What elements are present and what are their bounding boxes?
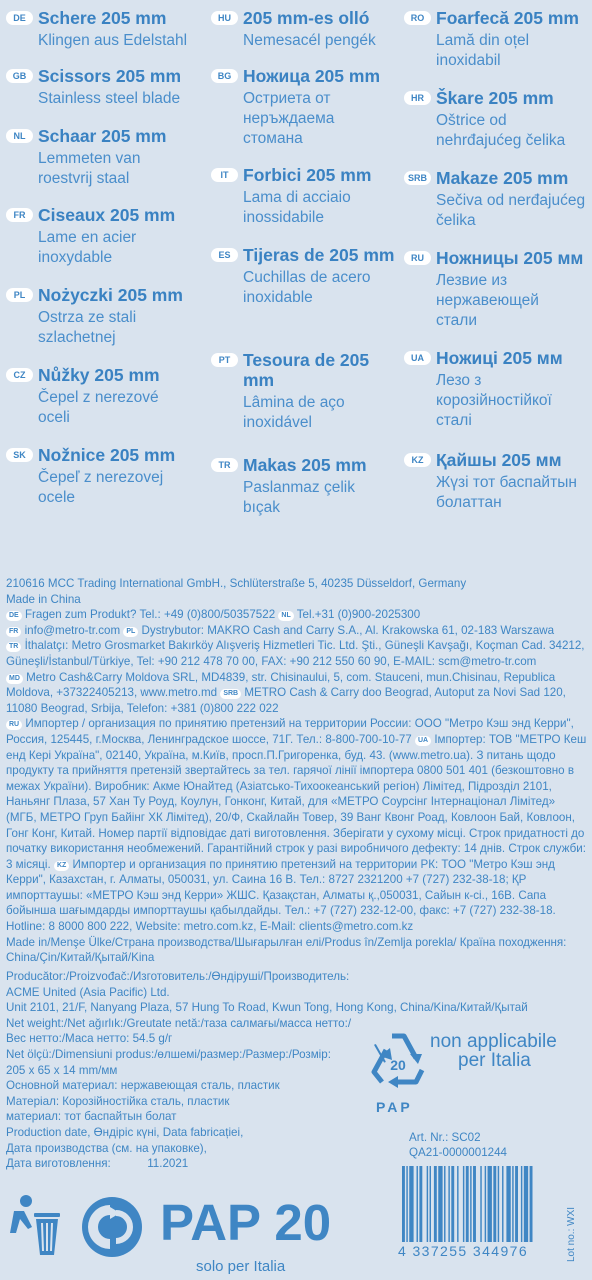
- description-line: корозійностійкої: [436, 392, 552, 409]
- description-line: Остриета от: [243, 90, 331, 107]
- language-badge: GB: [6, 69, 33, 83]
- net-weight-label: Net weight:/Net ağırlık:/Greutate netă:/таза салмағы/масса нетто:/: [6, 1016, 352, 1030]
- language-badge: BG: [211, 69, 238, 83]
- product-description: [243, 188, 399, 228]
- description-line: нержавеющей: [436, 292, 539, 309]
- language-entry-cz: [6, 365, 194, 428]
- np-line-2: per Italia: [458, 1050, 531, 1071]
- green-dot-icon: [80, 1195, 144, 1259]
- barcode-bar: [438, 1166, 442, 1242]
- language-entry-srb: [404, 168, 590, 231]
- barcode-bar: [451, 1166, 454, 1242]
- product-description: [38, 149, 194, 189]
- product-description: [436, 473, 590, 513]
- barcode: [400, 1166, 570, 1242]
- material-line-1: Основной материал: нержавеющая сталь, пластик: [6, 1079, 280, 1093]
- prod-date-line-2: Дата производства (см. на упаковке),: [6, 1141, 207, 1155]
- description-line: стомана: [243, 130, 303, 147]
- barcode-bar: [402, 1166, 405, 1242]
- fine-line-9: Made in/Menşe Ülke/Страна производства/Шығарылған елі/Produs în/Zemlja porekla/ Країна походження: China/Çin/Китай/Қытай/Kina: [6, 935, 567, 965]
- solo-per-italia: solo per Italia: [196, 1258, 286, 1275]
- barcode-bar: [448, 1166, 449, 1242]
- language-badge: FR: [6, 208, 33, 222]
- description-line: inoxidable: [243, 289, 313, 306]
- barcode-digits: 4 337255 344976: [398, 1243, 528, 1259]
- barcode-bar: [488, 1166, 492, 1242]
- language-badge: HU: [211, 11, 238, 25]
- product-title: Tijeras de 205 mm: [243, 245, 395, 265]
- barcode-bar: [480, 1166, 481, 1242]
- product-title: Makaze 205 mm: [436, 168, 569, 188]
- fine-line-6: [6, 670, 588, 717]
- language-badge: TR: [211, 458, 238, 472]
- barcode-bar: [444, 1166, 445, 1242]
- language-entry-nl: [6, 126, 194, 189]
- barcode-bar: [498, 1166, 499, 1242]
- product-description: [38, 228, 194, 268]
- language-badge: PT: [211, 353, 238, 367]
- barcode-bar: [473, 1166, 476, 1242]
- product-title: Forbici 205 mm: [243, 165, 372, 185]
- pap-20-label: PAP 20: [160, 1194, 332, 1251]
- fine-line-2: Made in China: [6, 592, 81, 606]
- prod-date-value: 11.2021: [147, 1157, 189, 1171]
- de-contact: Fragen zum Produkt? Tel.: +49 (0)800/50357522: [24, 608, 276, 622]
- product-description: [243, 478, 399, 518]
- language-column-a: [0, 0, 205, 520]
- language-entry-ua: [404, 348, 590, 431]
- product-description: [243, 393, 399, 433]
- barcode-bar: [530, 1166, 533, 1242]
- product-description: [38, 31, 194, 51]
- description-line: szlachetnej: [38, 329, 116, 346]
- description-line: сталі: [436, 412, 472, 429]
- description-line: Paslanmaz çelik: [243, 479, 355, 496]
- srb-contact: METRO Cash & Carry doo Beograd, Autoput za Novi Sad 120, 11080 Beograd, Srbija, Telefon: +381 (0)800 222 022: [6, 686, 566, 715]
- fine-line-3: [6, 607, 588, 623]
- barcode-bar: [524, 1166, 528, 1242]
- language-badge: UA: [404, 351, 431, 365]
- kz-contact: Импортер и организация по принятию претензий на территории РК: ТОО "Метро Кэш энд Керри", Казахстан, г. Алматы, 050031, ул. Саина 16 В. Тел.: 8727 2321200 +7 (727) 232-38-18; ҚР импорттаушы: «МЕТРО Кэш энд Керри» ЖШС. Қазақстан, Алматы қ.,050031, Сайын к-сі., 16В. Сапа бойынша шағымдарды импорттаушы қабылдайды. Тел.: +7 (727) 232-12-00, факс: +7 (727) 232-38-18. Hotline: 8 8000 800 222, Website: metro.com.kz, E-Mail: clients@metro.com.kz: [6, 857, 556, 934]
- dims-label: Net ölçü:/Dimensiuni produs:/өлшемі/размер:/Размер:/Розмір:: [6, 1047, 331, 1061]
- md-contact: Metro Cash&Carry Moldova SRL, MD4839, str. Chisinaului, 5, com. Stauceni, mun.Chisinau, Republica Moldova, +37322405213, www.metro.md: [6, 670, 556, 700]
- description-line: inoxidável: [243, 414, 312, 431]
- fine-line-5: [6, 638, 588, 669]
- language-entry-gb: [6, 66, 194, 109]
- prod-date-line-1: Production date, Өндіріс күні, Data fabricației,: [6, 1125, 244, 1139]
- description-line: bıçak: [243, 499, 281, 516]
- barcode-bar: [409, 1166, 413, 1242]
- language-entry-de: [6, 8, 194, 51]
- barcode-bar: [502, 1166, 503, 1242]
- barcode-bar: [434, 1166, 437, 1242]
- description-line: Лезвие из: [436, 272, 508, 289]
- description-line: Lame en acier: [38, 229, 137, 246]
- language-badge: RO: [404, 11, 431, 25]
- description-line: Oštrice od: [436, 112, 507, 129]
- barcode-bar: [521, 1166, 522, 1242]
- country-badge-srb: SRB: [220, 689, 241, 699]
- description-line: болаттан: [436, 494, 502, 511]
- barcode-bar: [470, 1166, 471, 1242]
- prod-date-label: Дата виготовлення:: [6, 1157, 111, 1171]
- country-badge-ru: RU: [6, 720, 22, 730]
- description-line: Stainless steel blade: [38, 90, 181, 107]
- product-title: Škare 205 mm: [436, 88, 554, 108]
- product-description: [38, 388, 194, 428]
- country-badge-md: MD: [6, 674, 23, 684]
- language-entry-it: [211, 165, 399, 228]
- product-title: Nožnice 205 mm: [38, 445, 176, 465]
- language-entry-fr: [6, 205, 194, 268]
- net-weight-value: Вес нетто:/Маса нетто: 54.5 g/г: [6, 1032, 173, 1046]
- language-badge: NL: [6, 129, 33, 143]
- product-title: 205 mm-es olló: [243, 8, 370, 28]
- product-title: Ciseaux 205 mm: [38, 205, 176, 225]
- barcode-bar: [417, 1166, 418, 1242]
- barcode-bar: [512, 1166, 513, 1242]
- barcode-bar: [406, 1166, 407, 1242]
- lot-number: Lot no.: WXI: [566, 1206, 577, 1262]
- barcode-bar: [430, 1166, 431, 1242]
- country-badge-de: DE: [6, 611, 22, 621]
- language-entry-pl: [6, 285, 194, 348]
- country-badge-tr: TR: [6, 642, 21, 652]
- tr-contact: İthalatçı: Metro Grosmarket Bakırköy Alışveriş Hizmetleri Tic. Ltd. Şti., Güneşli Kavşağı, Koçman Cad. 34212, Güneşli/İstanbul/Türkiye, Tel: +90 212 478 70 00, FAX: +90 212 550 60 90, E-MAIL: scm@metro-tr.com: [6, 639, 585, 668]
- fine-line-7: [6, 716, 588, 934]
- language-entry-hu: [211, 8, 399, 51]
- product-description: [436, 111, 590, 151]
- language-badge: IT: [211, 168, 238, 182]
- product-description: [38, 308, 194, 348]
- description-line: Cuchillas de acero: [243, 269, 371, 286]
- product-title: Nożyczki 205 mm: [38, 285, 183, 305]
- product-description: [38, 89, 194, 109]
- description-line: inoxidabil: [436, 52, 501, 69]
- pap-label: PAP: [376, 1099, 413, 1115]
- product-description: [436, 31, 590, 71]
- language-entry-ru: [404, 248, 590, 331]
- language-badge: RU: [404, 251, 431, 265]
- description-line: nehrđajućeg čelika: [436, 132, 566, 149]
- description-line: Lâmina de aço: [243, 394, 345, 411]
- recycle-number: 20: [390, 1057, 406, 1073]
- language-badge: SK: [6, 448, 33, 462]
- description-line: Sečiva od nerđajućeg: [436, 192, 586, 209]
- barcode-bar: [457, 1166, 458, 1242]
- ru-contact: Импортер / организация по принятию претензий на территории России: ООО "Метро Кэш энд Керри", Россия, 125445, г.Москва, Ленинградское шоссе, 71Г. Тел.: 8-800-700-10-77: [6, 717, 574, 746]
- description-line: ocele: [38, 489, 76, 506]
- barcode-bar: [463, 1166, 464, 1242]
- description-line: Klingen aus Edelstahl: [38, 32, 188, 49]
- barcode-bar: [427, 1166, 428, 1242]
- ua-contact: Імпортер: ТОВ "МЕТРО Кеш енд Кері Україна", 02140, Україна, м.Київ, просп.П.Григоренка, буд. 43. (www.metro.ua). З питань щодо продукту та прийняття претензій звертайтесь за тел. гарячої лінії імпортера 0800 501 401 (безкоштовно в межах України). Виробник: Акме Юнайтед (Азіатсько-Тихоокеанський регіон) Лімітед, Підрозділ 2101, Наньянг Плаза, 57 Хан Ту Роуд, Коулун, Гонконг, Китай, для «МЕТРО Соурсінг Інтернаціонал Лімітед» (МГБ, МЕТРО Груп Байінг ХК Лімітед), 20/Ф, Скайлайн Товер, 39 Ванг Квонг Роад, Ковлоон Бай, Ковлоон, Гонг Конг, Китай. Номер партії відповідає даті виготовлення. Зберігати у сухому місці. Строк придатності до початку використання необмежений. Гарантійний строк у разі виробничого дефекту: 14 днів. Строк служби: 3 місяці.: [6, 732, 587, 871]
- product-description: [243, 31, 399, 51]
- barcode-bar: [493, 1166, 496, 1242]
- language-entry-sk: [6, 445, 194, 508]
- product-description: [243, 268, 399, 308]
- language-column-c: [398, 0, 592, 520]
- product-description: [436, 371, 590, 431]
- producer-name: ACME United (Asia Pacific) Ltd.: [6, 985, 170, 999]
- language-entry-bg: [211, 66, 399, 149]
- pap-recycle-icon: [366, 1030, 430, 1094]
- description-line: Жүзі тот баспайтын: [436, 474, 577, 491]
- recycling-bin-icon: [6, 1193, 64, 1261]
- language-entry-kz: [404, 450, 590, 513]
- product-title: Қайшы 205 мм: [436, 450, 562, 470]
- country-badge-fr: FR: [6, 627, 21, 637]
- product-title: Foarfecă 205 mm: [436, 8, 579, 28]
- language-badge: DE: [6, 11, 33, 25]
- country-badge-kz: KZ: [54, 861, 69, 871]
- barcode-bar: [466, 1166, 469, 1242]
- language-entry-pt: [211, 350, 399, 433]
- material-line-2: Матеріал: Корозійностійка сталь, пластик: [6, 1094, 230, 1108]
- description-line: Лезо з: [436, 372, 482, 389]
- description-line: Lamă din oțel: [436, 32, 530, 49]
- description-line: inoxydable: [38, 249, 113, 266]
- fine-line-4: [6, 623, 588, 639]
- product-title: Schere 205 mm: [38, 8, 167, 28]
- description-line: Lemmeten van: [38, 150, 141, 167]
- language-badge: PL: [6, 288, 33, 302]
- description-line: Lama di acciaio: [243, 189, 351, 206]
- product-title: Tesoura de 205 mm: [243, 350, 370, 390]
- product-description: [436, 191, 590, 231]
- fr-contact: info@metro-tr.com: [24, 623, 121, 637]
- language-column-b: [205, 0, 398, 520]
- language-badge: CZ: [6, 368, 33, 382]
- barcode-bar: [515, 1166, 518, 1242]
- fine-line-1: 210616 MCC Trading International GmbH., Schlüterstraße 5, 40235 Düsseldorf, Germany: [6, 577, 467, 590]
- description-line: стали: [436, 312, 477, 329]
- nl-contact: Tel.+31 (0)900-2025300: [296, 608, 421, 622]
- barcode-bar: [419, 1166, 422, 1242]
- product-title: Schaar 205 mm: [38, 126, 167, 146]
- language-badge: KZ: [404, 453, 431, 467]
- material-line-3: материал: тот баспайтын болат: [6, 1110, 177, 1124]
- qa-number: QA21-0000001244: [409, 1146, 507, 1159]
- language-entry-hr: [404, 88, 590, 151]
- description-line: oceli: [38, 409, 70, 426]
- description-line: Čepel z nerezové: [38, 389, 159, 406]
- producer-label: Producător:/Proizvođač:/Изготовитель:/Өндіруші/Производитель:: [6, 970, 350, 983]
- description-line: Čepeľ z nerezovej: [38, 469, 164, 486]
- product-title: Ножницы 205 мм: [436, 248, 584, 268]
- product-title: Makas 205 mm: [243, 455, 367, 475]
- dims-value: 205 х 65 х 14 mm/мм: [6, 1063, 118, 1077]
- product-title: Scissors 205 mm: [38, 66, 182, 86]
- product-description: [38, 468, 194, 508]
- pl-contact: Dystrybutor: MAKRO Cash and Carry S.A., Al. Krakowska 61, 02-183 Warszawa: [141, 623, 555, 637]
- product-title: Nůžky 205 mm: [38, 365, 160, 385]
- language-entry-ro: [404, 8, 590, 71]
- barcode-bar: [485, 1166, 486, 1242]
- country-badge-pl: PL: [123, 627, 138, 637]
- article-number: Art. Nr.: SC02: [409, 1131, 481, 1144]
- description-line: roestvrij staal: [38, 170, 130, 187]
- barcode-bar: [506, 1166, 510, 1242]
- language-badge: ES: [211, 248, 238, 262]
- legal-fine-print: [6, 576, 588, 966]
- language-grid: [0, 0, 592, 520]
- article-info: [409, 1130, 507, 1160]
- language-entry-es: [211, 245, 399, 308]
- product-description: [243, 89, 399, 149]
- description-line: неръждаема: [243, 110, 335, 127]
- product-description: [436, 271, 590, 331]
- country-badge-ua: UA: [415, 736, 431, 746]
- not-applicable-text: [430, 1032, 557, 1070]
- country-badge-nl: NL: [278, 611, 293, 621]
- language-badge: SRB: [404, 171, 431, 185]
- product-title: Ножиці 205 мм: [436, 348, 563, 368]
- language-badge: HR: [404, 91, 431, 105]
- description-line: čelika: [436, 212, 476, 229]
- description-line: Ostrza ze stali: [38, 309, 137, 326]
- description-line: Nemesacél pengék: [243, 32, 376, 49]
- description-line: inossidabile: [243, 209, 324, 226]
- producer-address: Unit 2101, 21/F, Nanyang Plaza, 57 Hung To Road, Kwun Tong, Hong Kong, China/Kina/Китай/Қытай: [6, 1001, 528, 1015]
- language-entry-tr: [211, 455, 399, 518]
- np-line-1: non applicabile: [430, 1031, 557, 1052]
- product-title: Ножица 205 mm: [243, 66, 381, 86]
